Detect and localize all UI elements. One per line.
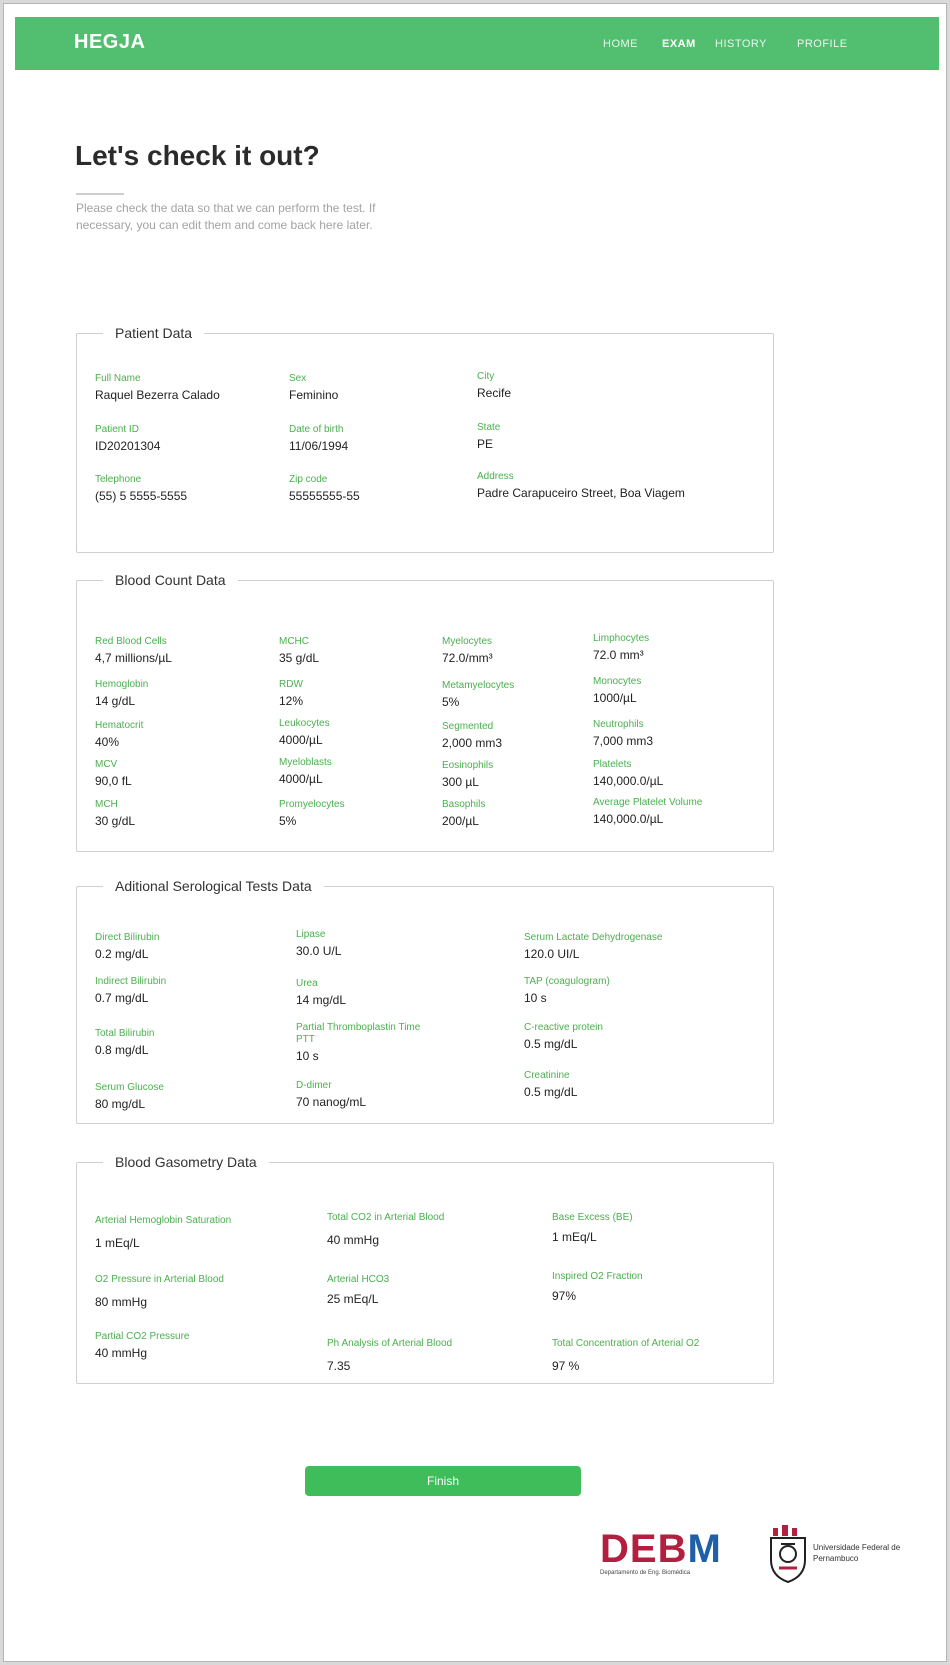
field-label: MCV (95, 759, 118, 770)
field-value: 72.0/mm³ (442, 651, 493, 665)
field-myeloblasts (279, 757, 332, 787)
field-label: Total Bilirubin (95, 1028, 155, 1039)
field-label: Date of birth (289, 424, 344, 435)
field-value: 80 mmHg (95, 1295, 148, 1309)
field-value: 1 mEq/L (95, 1236, 140, 1250)
ufpe-crest-icon (767, 1524, 809, 1584)
field-label: TAP (coagulogram) (524, 976, 610, 987)
field-value: 0.5 mg/dL (524, 1085, 578, 1099)
field-value: 300 µL (442, 775, 479, 789)
field-zip-code (289, 474, 360, 504)
patient-data-section (76, 325, 774, 553)
field-limphocytes (593, 633, 649, 663)
field-direct-bilirubin (95, 932, 159, 962)
field-label: Monocytes (593, 676, 642, 687)
field-label: Direct Bilirubin (95, 932, 160, 943)
field-label: Patient ID (95, 424, 139, 435)
nav-home-link[interactable]: HOME (603, 38, 638, 50)
field-tap-coagulogram (524, 976, 610, 1006)
field-mch (95, 799, 135, 829)
field-myelocytes (442, 636, 493, 666)
field-address (477, 471, 685, 501)
field-label: State (477, 422, 501, 433)
nav-profile-link[interactable]: PROFILE (797, 38, 848, 50)
field-ph-analysis (327, 1338, 452, 1374)
field-arterial-hemoglobin-saturation (95, 1215, 231, 1251)
field-label: Myelocytes (442, 636, 493, 647)
field-label: Myeloblasts (279, 757, 332, 768)
field-label: Metamyelocytes (442, 680, 515, 691)
field-eosinophils (442, 760, 493, 790)
field-value: Padre Carapuceiro Street, Boa Viagem (477, 486, 685, 500)
field-lipase (296, 929, 341, 959)
field-total-bilirubin (95, 1028, 154, 1058)
field-label: Partial Thromboplastin Time PTT (296, 1022, 421, 1045)
field-label: Creatinine (524, 1070, 570, 1081)
field-value: Feminino (289, 388, 339, 402)
field-serum-lactate-dehydrogenase (524, 932, 662, 962)
debm-wordmark-part: DEB (600, 1527, 688, 1571)
field-value: 120.0 UI/L (524, 947, 580, 961)
finish-button[interactable]: Finish (305, 1466, 581, 1496)
page-title: Let's check it out? (75, 140, 320, 171)
field-creatinine (524, 1070, 577, 1100)
field-value: 25 mEq/L (327, 1292, 379, 1306)
field-value: 11/06/1994 (289, 439, 349, 453)
debm-logo (600, 1527, 722, 1576)
field-value: 5% (442, 695, 460, 709)
ufpe-caption: Universidade Federal de Pernambuco (813, 1543, 901, 1563)
field-value: 0.2 mg/dL (95, 947, 149, 961)
field-full-name (95, 373, 220, 403)
field-label: Sex (289, 373, 307, 384)
field-label: Average Platelet Volume (593, 797, 703, 808)
field-value: 4000/µL (279, 772, 323, 786)
field-label: Full Name (95, 373, 141, 384)
field-value: 10 s (296, 1049, 319, 1063)
field-sex (289, 373, 338, 403)
field-value: 4000/µL (279, 733, 323, 747)
field-patient-id (95, 424, 160, 454)
field-value: 97 % (552, 1359, 580, 1373)
field-metamyelocytes (442, 680, 514, 710)
field-label: Lipase (296, 929, 326, 940)
field-value: 5% (279, 814, 297, 828)
field-label: Ph Analysis of Arterial Blood (327, 1338, 453, 1349)
title-divider (76, 193, 124, 195)
field-label: Arterial Hemoglobin Saturation (95, 1215, 232, 1226)
field-label: Basophils (442, 799, 486, 810)
page (3, 3, 947, 1662)
blood-count-section (76, 572, 774, 852)
section-title: Blood Gasometry Data (115, 1154, 257, 1170)
field-neutrophils (593, 719, 653, 749)
section-title: Patient Data (115, 325, 193, 341)
blood-gasometry-section (76, 1154, 774, 1384)
field-value: (55) 5 5555-5555 (95, 489, 188, 503)
field-red-blood-cells (95, 636, 172, 666)
field-value: 70 nanog/mL (296, 1095, 367, 1109)
field-telephone (95, 474, 187, 504)
field-value: 80 mg/dL (95, 1097, 146, 1111)
field-urea (296, 978, 346, 1008)
field-label: D-dimer (296, 1080, 332, 1091)
field-label: MCH (95, 799, 118, 810)
field-value: 14 g/dL (95, 694, 136, 708)
page-subtitle: Please check the data so that we can perform the test. If necessary, you can edit them and come back here later. (76, 201, 376, 232)
field-label: C-reactive protein (524, 1022, 603, 1033)
field-label: Hematocrit (95, 720, 144, 731)
field-value: 30.0 U/L (296, 944, 342, 958)
field-label: Red Blood Cells (95, 636, 167, 647)
field-label: Indirect Bilirubin (95, 976, 167, 987)
field-value: 0.7 mg/dL (95, 991, 149, 1005)
field-value: 55555555-55 (289, 489, 360, 503)
field-label: Base Excess (BE) (552, 1212, 633, 1223)
field-date-of-birth (289, 424, 348, 454)
serological-tests-section (76, 878, 774, 1124)
field-value: 4,7 millions/µL (95, 651, 172, 665)
field-label: Limphocytes (593, 633, 650, 644)
field-mchc (279, 636, 319, 666)
field-value: 90,0 fL (95, 774, 132, 788)
field-label: Urea (296, 978, 318, 989)
field-label: Zip code (289, 474, 328, 485)
field-hematocrit (95, 720, 143, 750)
field-basophils (442, 799, 485, 829)
top-navbar (15, 17, 939, 70)
field-mcv (95, 759, 132, 789)
field-segmented (442, 721, 502, 751)
field-value: 14 mg/dL (296, 993, 347, 1007)
field-state (477, 422, 500, 452)
field-label: Address (477, 471, 514, 482)
debm-wordmark (600, 1527, 722, 1571)
field-c-reactive-protein (524, 1022, 603, 1052)
field-partial-co2-pressure (95, 1331, 189, 1361)
field-value: 7.35 (327, 1359, 351, 1373)
field-arterial-hco3 (327, 1274, 389, 1307)
field-value: Recife (477, 386, 512, 400)
field-leukocytes (279, 718, 330, 748)
field-value: 40 mmHg (95, 1346, 148, 1360)
field-label: Segmented (442, 721, 494, 732)
field-value: 72.0 mm³ (593, 648, 644, 662)
field-value: 200/µL (442, 814, 479, 828)
field-value: 140,000.0/µL (593, 812, 664, 826)
brand-logo[interactable]: HEGJA (74, 31, 146, 53)
field-label: Platelets (593, 759, 632, 770)
field-inspired-o2-fraction (552, 1271, 643, 1304)
field-value: 40 mmHg (327, 1233, 380, 1247)
field-label: RDW (279, 679, 303, 690)
field-label: Arterial HCO3 (327, 1274, 390, 1285)
field-value: 12% (279, 694, 304, 708)
field-value: 1 mEq/L (552, 1230, 597, 1244)
field-value: 97% (552, 1289, 577, 1303)
field-partial-thromboplastin-time (296, 1022, 436, 1064)
field-value: 140,000.0/µL (593, 774, 664, 788)
field-platelets (593, 759, 663, 789)
field-hemoglobin (95, 679, 148, 709)
field-value: 1000/µL (593, 691, 637, 705)
field-value: 10 s (524, 991, 547, 1005)
field-label: Leukocytes (279, 718, 330, 729)
field-value: 7,000 mm3 (593, 734, 654, 748)
field-value: 2,000 mm3 (442, 736, 503, 750)
field-label: Telephone (95, 474, 142, 485)
field-value: 40% (95, 735, 120, 749)
field-base-excess (552, 1212, 633, 1245)
debm-wordmark-m: M (687, 1527, 722, 1571)
field-city (477, 371, 511, 401)
ufpe-logo (767, 1524, 901, 1589)
field-label: Inspired O2 Fraction (552, 1271, 643, 1282)
field-monocytes (593, 676, 641, 706)
field-value: ID20201304 (95, 439, 161, 453)
field-value: 0.5 mg/dL (524, 1037, 578, 1051)
field-o2-pressure (95, 1274, 224, 1310)
field-d-dimer (296, 1080, 366, 1110)
field-label: O2 Pressure in Arterial Blood (95, 1274, 224, 1285)
nav-history-link[interactable]: HISTORY (715, 38, 767, 50)
field-indirect-bilirubin (95, 976, 166, 1006)
field-average-platelet-volume (593, 797, 702, 827)
field-label: Eosinophils (442, 760, 494, 771)
field-rdw (279, 679, 303, 709)
field-value: Raquel Bezerra Calado (95, 388, 220, 402)
field-label: City (477, 371, 495, 382)
debm-caption: Departamento de Eng. Biomédica (600, 1570, 691, 1576)
field-label: Promyelocytes (279, 799, 345, 810)
field-total-co2 (327, 1212, 444, 1248)
field-value: 0.8 mg/dL (95, 1043, 149, 1057)
field-label: Hemoglobin (95, 679, 149, 690)
field-value: PE (477, 437, 494, 451)
field-value: 30 g/dL (95, 814, 136, 828)
field-promyelocytes (279, 799, 345, 829)
field-value: 35 g/dL (279, 651, 320, 665)
field-label: Serum Lactate Dehydrogenase (524, 932, 663, 943)
field-label: Neutrophils (593, 719, 644, 730)
section-title: Aditional Serological Tests Data (115, 878, 312, 894)
field-serum-glucose (95, 1082, 164, 1112)
field-total-concentration-arterial-o2 (552, 1338, 699, 1374)
section-title: Blood Count Data (115, 572, 226, 588)
field-label: Total Concentration of Arterial O2 (552, 1338, 700, 1349)
field-label: Total CO2 in Arterial Blood (327, 1212, 445, 1223)
nav-exam-link[interactable]: EXAM (662, 38, 696, 50)
field-label: MCHC (279, 636, 309, 647)
field-label: Partial CO2 Pressure (95, 1331, 190, 1342)
field-label: Serum Glucose (95, 1082, 164, 1093)
